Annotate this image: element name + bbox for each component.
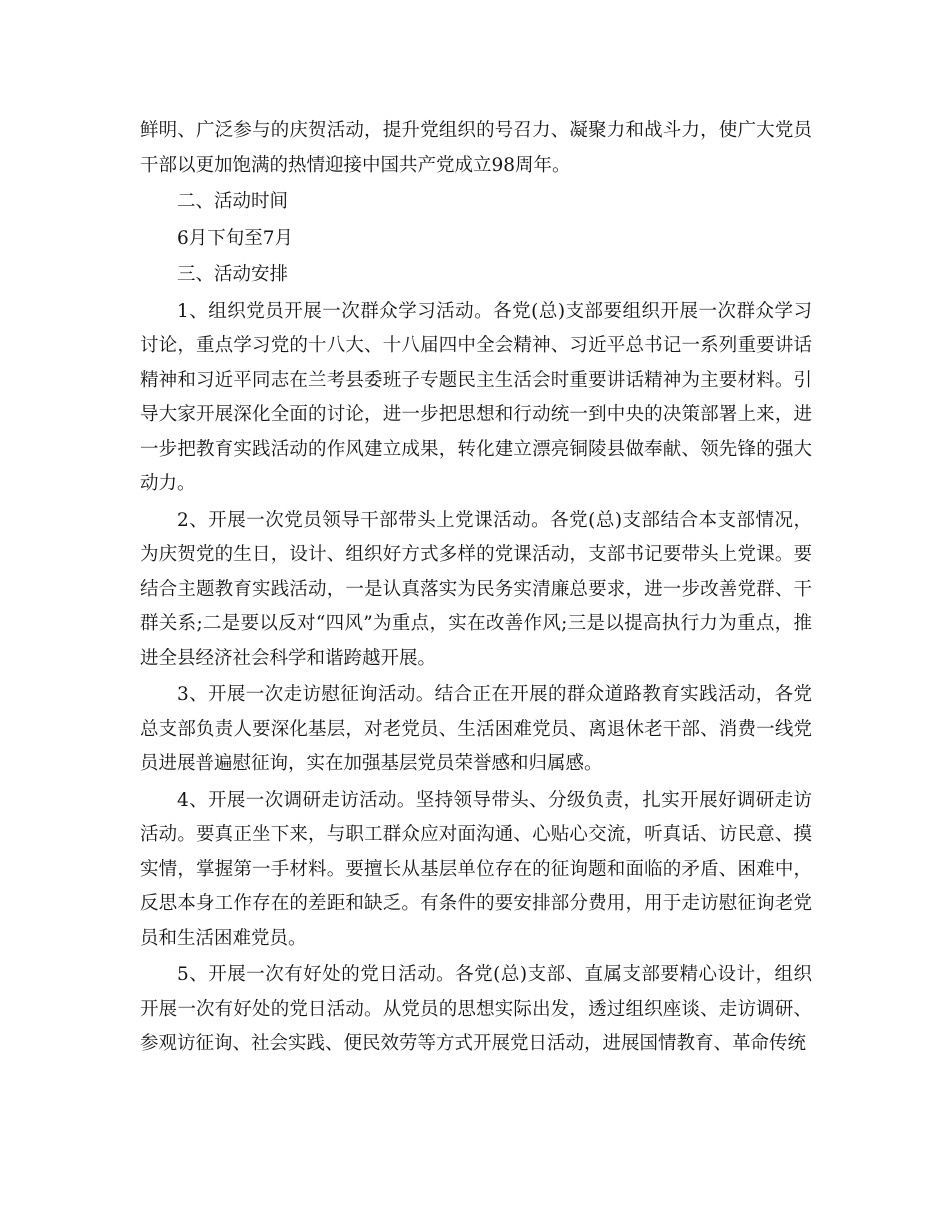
- paragraph-item-4: 4、开展一次调研走访活动。坚持领导带头、分级负责，扎实开展好调研走访活动。要真正坐下来，与职工群众应对面沟通、心贴心交流，听真话、访民意、摸实情，掌握第一手材料。要擅长从基层单位存在的征询题和面临的矛盾、困难中，反思本身工作存在的差距和缺乏。有条件的要安排部分费用，用于走访慰征询老党员和生活困难党员。: [140, 789, 812, 949]
- paragraph-item-2: 2、开展一次党员领导干部带头上党课活动。各党(总)支部结合本支部情况，为庆贺党的生日，设计、组织好方式多样的党课活动，支部书记要带头上党课。要结合主题教育实践活动，一是认真落实为民务实清廉总要求，进一步改善党群、干群关系;二是要以反对“四风”为重点，实在改善作风;三是以提高执行力为重点，推进全县经济社会科学和谐跨越开展。: [140, 509, 812, 669]
- heading-activity-time: 二、活动时间: [177, 191, 289, 212]
- paragraph-item-5: 5、开展一次有好处的党日活动。各党(总)支部、直属支部要精心设计，组织开展一次有好处的党日活动。从党员的思想实际出发，透过组织座谈、走访调研、参观访征询、社会实践、便民效劳等方式开展党日活动，进展国情教育、革命传统: [140, 964, 812, 1054]
- paragraph-item-1: 1、组织党员开展一次群众学习活动。各党(总)支部要组织开展一次群众学习讨论，重点学习党的十八大、十八届四中全会精神、习近平总书记一系列重要讲话精神和习近平同志在兰考县委班子专题民主生活会时重要讲话精神为主要材料。引导大家开展深化全面的讨论，进一步把思想和行动统一到中央的决策部署上来，进一步把教育实践活动的作风建立成果，转化建立漂亮铜陵县做奉献、领先锋的强大动力。: [140, 300, 812, 494]
- activity-time-value: 6月下旬至7月: [177, 227, 294, 249]
- document-body: [140, 114, 812, 1062]
- paragraph-item-3: 3、开展一次走访慰征询活动。结合正在开展的群众道路教育实践活动，各党总支部负责人要深化基层，对老党员、生活困难党员、离退休老干部、消费一线党员进展普遍慰征询，实在加强基层党员荣誉感和归属感。: [140, 684, 812, 774]
- heading-activity-arrangement: 三、活动安排: [177, 264, 289, 285]
- paragraph-continuation: 鲜明、广泛参与的庆贺活动，提升党组织的号召力、凝聚力和战斗力，使广大党员干部以更加饱满的热情迎接中国共产党成立98周年。: [140, 120, 812, 176]
